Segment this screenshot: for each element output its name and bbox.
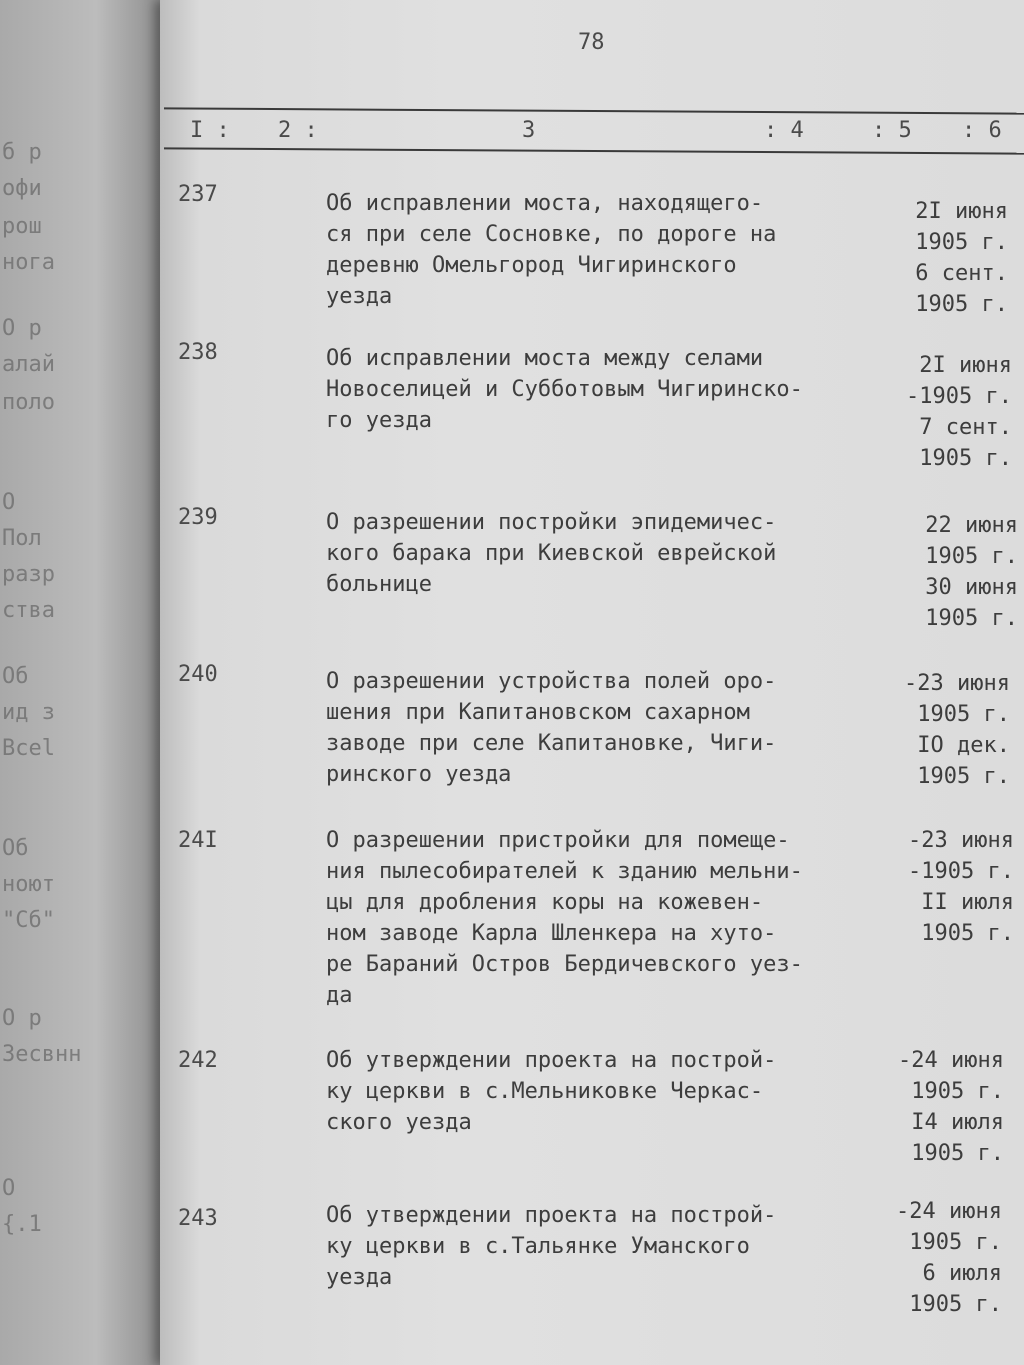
column-header-6: : 6: [962, 118, 1002, 143]
prev-page-fragment: ства: [2, 598, 55, 623]
prev-page-fragment: б р: [2, 140, 42, 165]
date-line: 6 июля: [922, 1261, 1002, 1286]
column-header-1: I :: [190, 118, 230, 143]
description-line: ся при селе Сосновке, по дороге на: [326, 222, 777, 247]
description-line: ку церкви в с.Тальянке Уманского: [326, 1234, 750, 1259]
description-line: ского уезда: [326, 1110, 472, 1135]
entry-number: 240: [178, 662, 218, 687]
date-line: II июля: [921, 890, 1014, 915]
entry-description: [326, 1045, 776, 1138]
date-line: 1905 г.: [911, 1079, 1004, 1104]
description-line: кого барака при Киевской еврейской: [326, 541, 777, 566]
prev-page-fragment: алай: [2, 352, 55, 377]
entry-dates: [915, 196, 1008, 320]
column-header-3: 3: [522, 118, 536, 143]
prev-page-fragment: О: [2, 1176, 16, 1201]
date-line: 1905 г.: [919, 446, 1012, 471]
date-line: 1905 г.: [925, 606, 1018, 631]
date-line: 1905 г.: [909, 1292, 1002, 1317]
entry-description: [326, 825, 803, 1011]
date-line: 6 сент.: [915, 261, 1008, 286]
prev-page-fragment: поло: [2, 390, 55, 415]
entry-dates: [925, 510, 1018, 634]
description-line: О разрешении устройства полей оро-: [326, 669, 777, 694]
description-line: Об утверждении проекта на построй-: [326, 1203, 777, 1228]
entry-number: 24I: [178, 828, 218, 853]
description-line: ния пылесобирателей к зданию мельни-: [326, 859, 803, 884]
date-line: 1905 г.: [909, 1230, 1002, 1255]
prev-page-fragment: нога: [2, 250, 55, 275]
description-line: ном заводе Карла Шленкера на хуто-: [326, 921, 777, 946]
date-line: 2I июня: [915, 199, 1008, 224]
entry-description: [326, 1200, 776, 1293]
header-bottom-rule: [164, 147, 1024, 154]
prev-page-fragment: О: [2, 490, 16, 515]
entry-dates: [896, 1196, 1002, 1320]
entry-number: 238: [178, 340, 218, 365]
date-line: 2I июня: [919, 353, 1012, 378]
date-line: -24 июня: [896, 1199, 1002, 1224]
description-line: Новоселицей и Субботовым Чигиринско-: [326, 377, 803, 402]
prev-page-fragment: Bcel: [2, 736, 55, 761]
date-line: 1905 г.: [925, 544, 1018, 569]
prev-page-fragment: Об: [2, 836, 29, 861]
date-line: I4 июля: [911, 1110, 1004, 1135]
prev-page-fragment: Пол: [2, 526, 42, 551]
description-line: заводе при селе Капитановке, Чиги-: [326, 731, 777, 756]
description-line: ринского уезда: [326, 762, 512, 787]
date-line: 1905 г.: [911, 1141, 1004, 1166]
description-line: Об утверждении проекта на построй-: [326, 1048, 777, 1073]
date-line: 30 июня: [925, 575, 1018, 600]
entry-description: [326, 507, 776, 600]
prev-page-fragment: "Сб": [2, 908, 55, 933]
description-line: уезда: [326, 284, 393, 309]
prev-page-fragment: ид з: [2, 700, 55, 725]
previous-page-edge: [0, 0, 160, 1365]
description-line: Об исправлении моста, находящего-: [326, 191, 764, 216]
date-line: 1905 г.: [917, 702, 1010, 727]
date-line: 1905 г.: [915, 292, 1008, 317]
entry-number: 239: [178, 505, 218, 530]
description-line: больнице: [326, 572, 432, 597]
date-line: 22 июня: [925, 513, 1018, 538]
entry-description: [326, 666, 776, 790]
date-line: -1905 г.: [906, 384, 1012, 409]
description-line: уезда: [326, 1265, 393, 1290]
entry-number: 242: [178, 1048, 218, 1073]
prev-page-fragment: офи: [2, 176, 42, 201]
date-line: 1905 г.: [921, 921, 1014, 946]
prev-page-fragment: Зесвнн: [2, 1042, 82, 1067]
date-line: -23 июня: [908, 828, 1014, 853]
description-line: О разрешении пристройки для помеще-: [326, 828, 790, 853]
date-line: -24 июня: [898, 1048, 1004, 1073]
entry-description: [326, 188, 776, 312]
header-top-rule: [164, 107, 1024, 114]
prev-page-fragment: О р: [2, 1006, 42, 1031]
document-page: [160, 0, 1024, 1365]
date-line: 1905 г.: [917, 764, 1010, 789]
entry-description: [326, 343, 803, 436]
date-line: 1905 г.: [915, 230, 1008, 255]
description-line: деревню Омельгород Чигиринского: [326, 253, 737, 278]
description-line: го уезда: [326, 408, 432, 433]
date-line: -1905 г.: [908, 859, 1014, 884]
entry-dates: [906, 350, 1012, 474]
prev-page-fragment: разр: [2, 562, 55, 587]
description-line: ре Бараний Остров Бердичевского уез-: [326, 952, 803, 977]
column-header-2: 2 :: [278, 118, 318, 143]
entry-dates: [904, 668, 1010, 792]
description-line: ку церкви в с.Мельниковке Черкас-: [326, 1079, 764, 1104]
column-header-5: : 5: [872, 118, 912, 143]
prev-page-fragment: рош: [2, 214, 42, 239]
entry-dates: [898, 1045, 1004, 1169]
date-line: IO дек.: [917, 733, 1010, 758]
description-line: О разрешении постройки эпидемичес-: [326, 510, 777, 535]
description-line: да: [326, 983, 353, 1008]
entry-number: 243: [178, 1206, 218, 1231]
prev-page-fragment: {.1: [2, 1212, 42, 1237]
prev-page-fragment: Об: [2, 664, 29, 689]
date-line: -23 июня: [904, 671, 1010, 696]
description-line: цы для дробления коры на кожевен-: [326, 890, 764, 915]
prev-page-fragment: О р: [2, 316, 42, 341]
description-line: шения при Капитановском сахарном: [326, 700, 750, 725]
description-line: Об исправлении моста между селами: [326, 346, 764, 371]
page-number: 78: [578, 30, 605, 55]
date-line: 7 сент.: [919, 415, 1012, 440]
entry-dates: [908, 825, 1014, 949]
entry-number: 237: [178, 182, 218, 207]
column-header-4: : 4: [764, 118, 804, 143]
prev-page-fragment: ноют: [2, 872, 55, 897]
